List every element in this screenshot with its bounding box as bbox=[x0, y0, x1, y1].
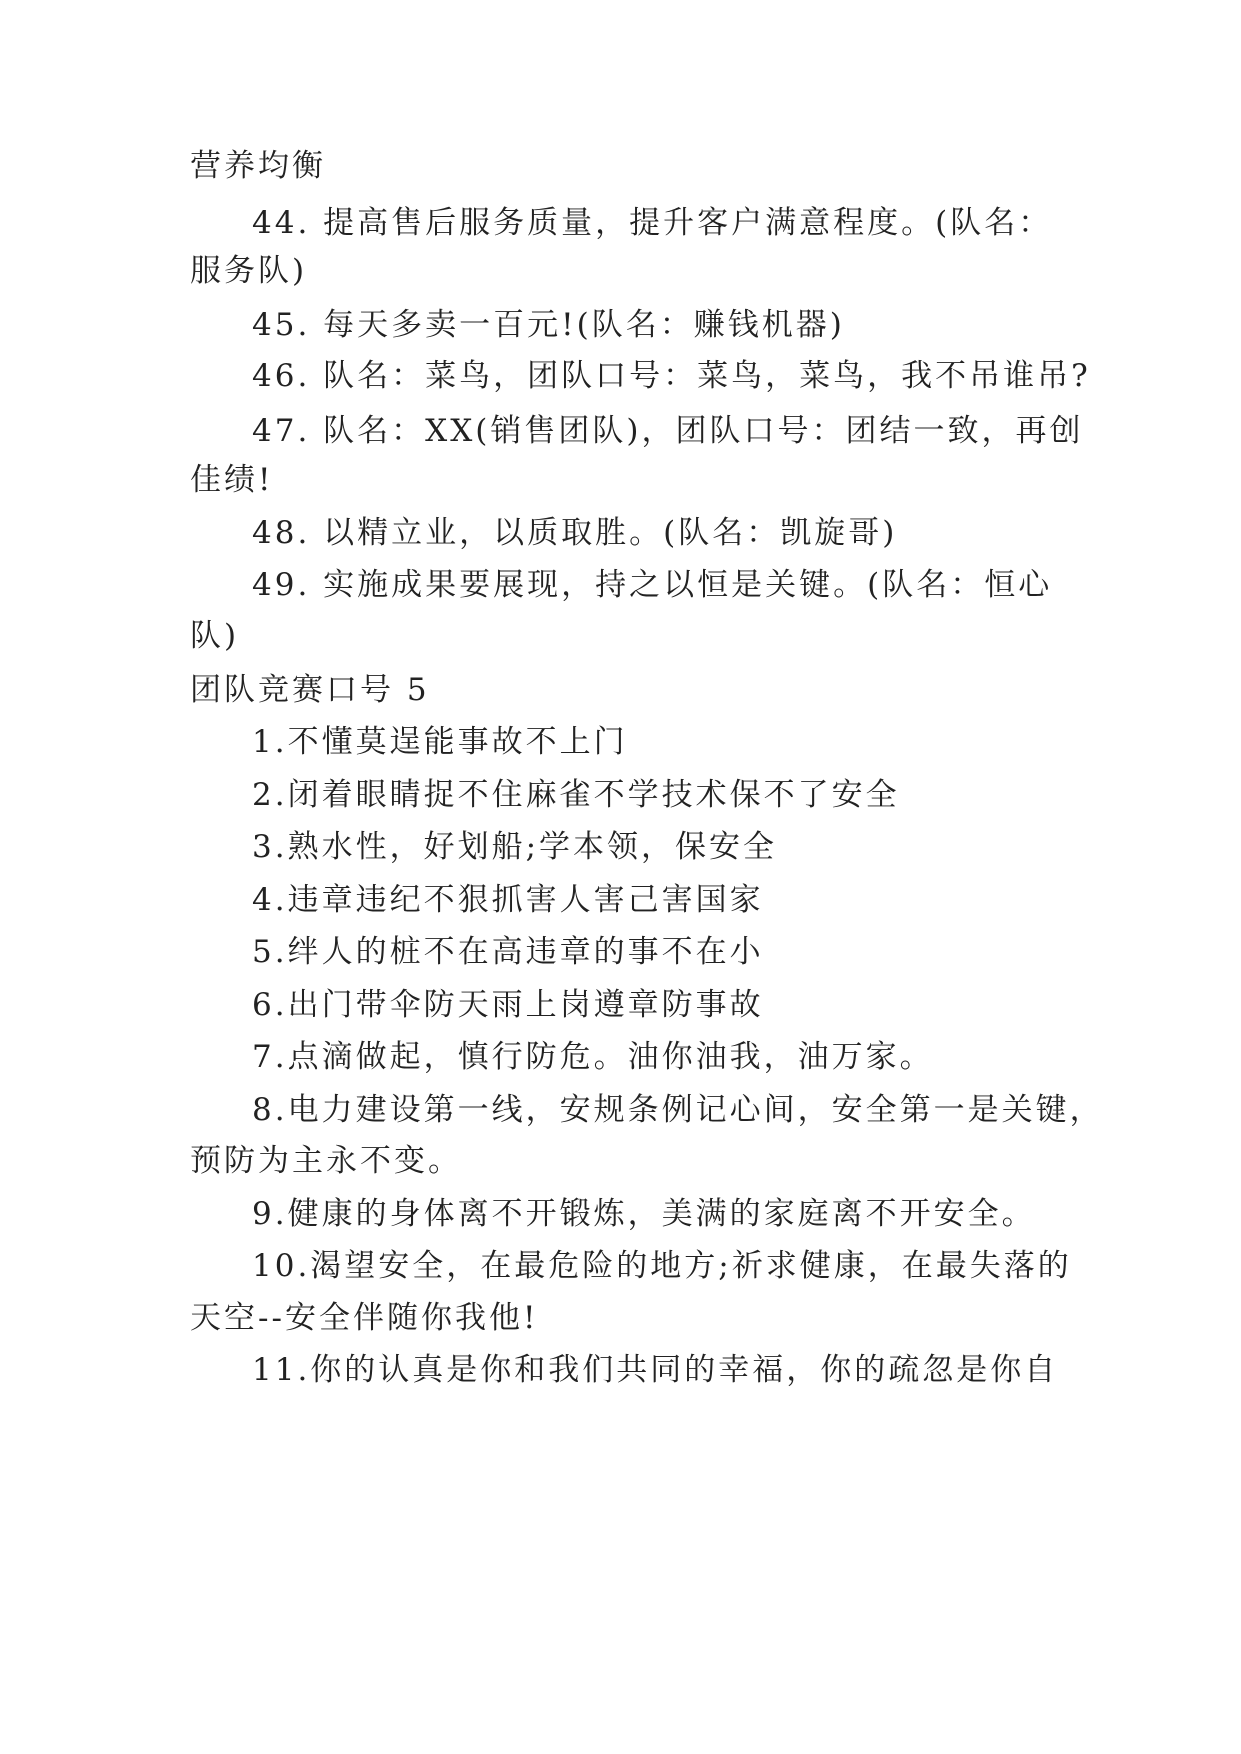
safety-slogan-1: 1.不懂莫逞能事故不上门 bbox=[252, 724, 628, 760]
safety-slogan-5: 5.绊人的桩不在高违章的事不在小 bbox=[252, 934, 764, 970]
safety-slogan-4: 4.违章违纪不狠抓害人害己害国家 bbox=[252, 882, 764, 918]
safety-slogan-10-line-2: 天空--安全伴随你我他! bbox=[190, 1300, 539, 1336]
slogan-47-line-1: 47. 队名：XX(销售团队)，团队口号：团结一致，再创 bbox=[252, 413, 1084, 449]
slogan-49-line-2: 队) bbox=[190, 618, 240, 654]
safety-slogan-6: 6.出门带伞防天雨上岗遵章防事故 bbox=[252, 987, 764, 1023]
safety-slogan-9: 9.健康的身体离不开锻炼，美满的家庭离不开安全。 bbox=[252, 1196, 1036, 1232]
slogan-44-line-1: 44. 提高售后服务质量，提升客户满意程度。(队名： bbox=[252, 205, 1053, 241]
text-line-nutrition: 营养均衡 bbox=[190, 148, 326, 184]
slogan-44-line-2: 服务队) bbox=[190, 253, 308, 289]
section-heading: 团队竞赛口号 5 bbox=[190, 672, 430, 708]
slogan-48: 48. 以精立业，以质取胜。(队名：凯旋哥) bbox=[252, 515, 898, 551]
safety-slogan-8-line-2: 预防为主永不变。 bbox=[190, 1143, 462, 1179]
safety-slogan-7: 7.点滴做起，慎行防危。油你油我，油万家。 bbox=[252, 1039, 934, 1075]
safety-slogan-2: 2.闭着眼睛捉不住麻雀不学技术保不了安全 bbox=[252, 777, 900, 813]
slogan-46: 46. 队名：菜鸟，团队口号：菜鸟，菜鸟，我不吊谁吊? bbox=[252, 358, 1091, 394]
safety-slogan-3: 3.熟水性，好划船;学本领，保安全 bbox=[252, 829, 778, 865]
safety-slogan-8-line-1: 8.电力建设第一线，安规条例记心间，安全第一是关键， bbox=[252, 1092, 1104, 1128]
slogan-47-line-2: 佳绩! bbox=[190, 462, 274, 498]
slogan-45: 45. 每天多卖一百元!(队名：赚钱机器) bbox=[252, 307, 845, 343]
safety-slogan-10-line-1: 10.渴望安全，在最危险的地方;祈求健康，在最失落的 bbox=[252, 1248, 1072, 1284]
safety-slogan-11-line-1: 11.你的认真是你和我们共同的幸福，你的疏忽是你自 bbox=[252, 1352, 1059, 1388]
slogan-49-line-1: 49. 实施成果要展现，持之以恒是关键。(队名：恒心 bbox=[252, 567, 1053, 603]
